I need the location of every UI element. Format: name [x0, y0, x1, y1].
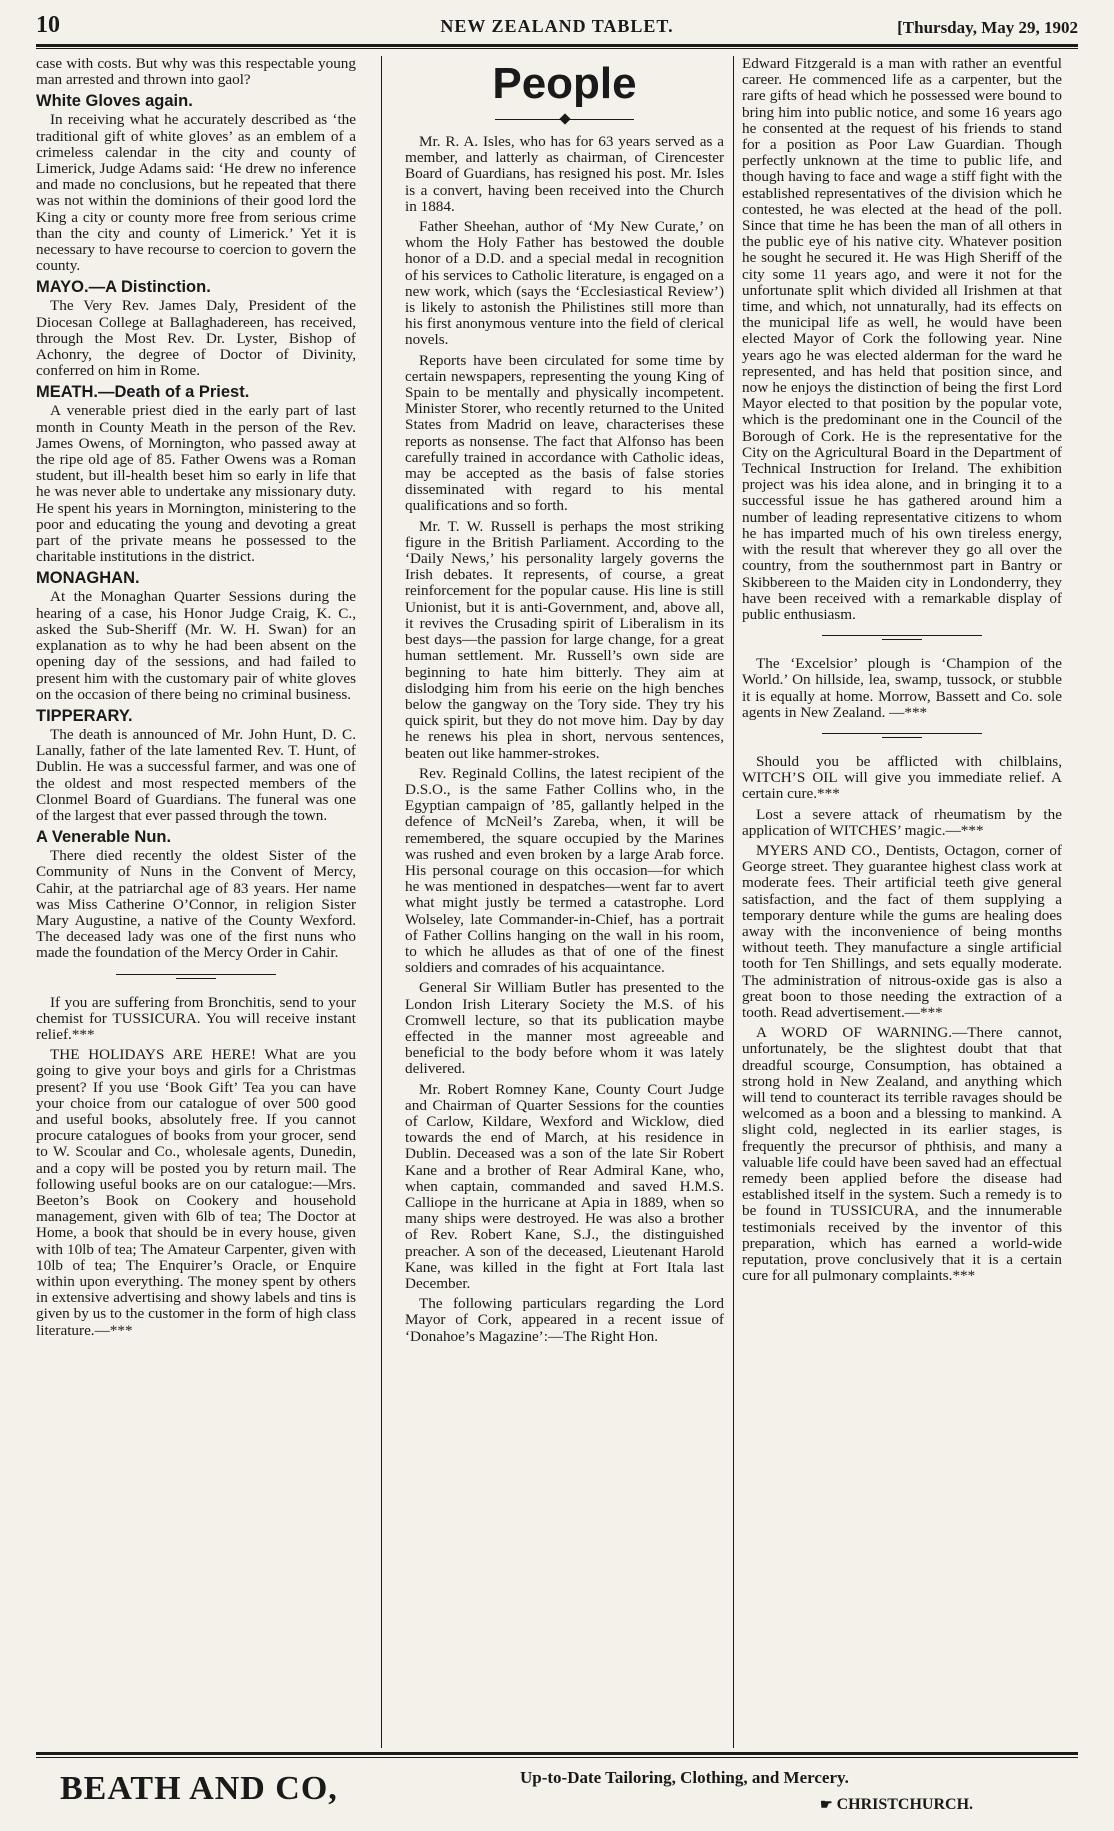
page-header	[36, 8, 1078, 47]
article-paragraph: General Sir William Butler has presented to the London Irish Literary Society the M.S. of his Cromwell lecture, so that its publication maybe effected in the manner most agreeable and beneficial to the body before whom it was lately delivered.	[405, 979, 724, 1078]
column-divider	[381, 56, 382, 1748]
newspaper-title: NEW ZEALAND TABLET.	[440, 16, 674, 36]
article-paragraph: Rev. Reginald Collins, the latest recipient of the D.S.O., is the same Father Collins who, in the Egyptian campaign of ’85, gallantly helped in the defence of McNeil’s Zareba, when, it will be remembered, the square occupied by the Marines was rushed and even broken by a large Arab force. His personal courage on this occasion—for which he was mentioned in despatches—went far to avert what might justly be termed a catastrophe. Lord Wolseley, late Commander-in-Chief, has a portrait of Father Collins hanging on the wall in his room, to which he alludes as that of one of the finest soldiers and comrades of his acquaintance.	[405, 764, 724, 977]
advertisement: Lost a severe attack of rheumatism by the application of WITCHES’ magic.—***	[742, 805, 1062, 839]
article-paragraph: A venerable priest died in the early part of last month in County Meath in the person of the Rev. James Owens, of Mornington, who passed away at the ripe old age of 85. Father Owens was a Roman student, but ill-health beset him so early in life that he was never able to undertake any missionary duty. He spent his years in Mornington, ministering to the poor and educating the young and devoting a great part of the private means he possessed to the charitable institutions in the district.	[36, 402, 356, 566]
article-paragraph: Mr. R. A. Isles, who has for 63 years served as a member, and latterly as chairman, of Cirencester Board of Guardians, has resigned his post. Mr. Isles is a convert, having been received into the Church in 1884.	[405, 133, 724, 215]
section-heading: A Venerable Nun.	[36, 828, 172, 847]
article-paragraph: Mr. T. W. Russell is perhaps the most striking figure in the British Parliament. According to the ‘Daily News,’ his personality largely governs the Irish debates. It represents, of course, a great reinforcement for the popular cause. His line is still Unionist, but it is anti-Government, and, above all, it revives the Crusading spirit of Liberalism in its best days—the passion for large change, for a great human settlement. Mr. Russell’s own side are beginning to hate him bitterly. They aim at dislodging him from his eerie on the high benches below the gangway on the Tory side. They try his quick spirit, but they do not move him. Day by day he renews his plea in short, nervous sentences, beaten out like hammer-strokes.	[405, 517, 724, 762]
article-paragraph: There died recently the oldest Sister of the Community of Nuns in the Convent of Mercy, Cahir, at the patriarchal age of 83 years. Her name was Miss Catherine O’Connor, in religion Sister Mary Augustine, a native of the County Wexford. The deceased lady was one of the first nuns who made the foundation of the Mercy Order in Cahir.	[36, 847, 356, 962]
people-heading: People	[492, 59, 637, 108]
section-separator	[822, 635, 982, 644]
advertisement: THE HOLIDAYS ARE HERE! What are you going to give your boys and girls for a Christmas present? If you use ‘Book Gift’ Tea you can have your choice from our catalogue of over 500 good and useful books, absolutely free. If you cannot procure catalogues of books from your grocer, send to W. Scoular and Co., wholesale agents, Dunedin, and a copy will be posted you by return mail. The following useful books are on our catalogue:—Mrs. Beeton’s Book on Cookery and household management, given with 6lb of tea; The Doctor at Home, a book that should be in every house, given with 10lb of tea; The Amateur Carpenter, given with 10lb of tea; The Enquirer’s Oracle, or Enquire within upon everything. The money spent by others in extensive advertising and showy labels and tins is given by us to the customer in the form of high class literature.—***	[36, 1046, 356, 1339]
footer-brand: BEATH AND CO,	[60, 1770, 338, 1807]
article-paragraph: case with costs. But why was this respectable young man arrested and thrown into gaol?	[36, 56, 356, 89]
page-number: 10	[36, 12, 60, 38]
article-paragraph: Mr. Robert Romney Kane, County Court Judge and Chairman of Quarter Sessions for the counties of Carlow, Kildare, Wexford and Wicklow, died towards the end of March, at his residence in Dublin. Deceased was a son of the late Sir Robert Kane and a brother of Rear Admiral Kane, who, when captain, commanded and saved H.M.S. Calliope in the hurricane at Apia in 1889, when so many ships were destroyed. He was also a brother of Rev. Robert Kane, S.J., the distinguished preacher. A son of the deceased, Lieutenant Harold Kane, was killed in the fight at Fort Itala last December.	[405, 1080, 724, 1293]
column-left	[36, 56, 356, 1748]
section-heading: TIPPERARY.	[36, 706, 133, 725]
pointing-hand-icon: ☛	[820, 1798, 833, 1813]
advertisement: Should you be afflicted with chilblains, WITCH’S OIL will give you immediate relief. A certain cure.***	[742, 752, 1062, 803]
section-separator	[116, 974, 276, 983]
article-paragraph: Father Sheehan, author of ‘My New Curate,’ on whom the Holy Father has bestowed the double honor of a D.D. and a special medal in recognition of his services to Catholic literature, is engaged on a new work, which (says the ‘Ecclesiastical Review’) is likely to astonish the Philistines still more than his first anonymous venture into the field of clerical novels.	[405, 218, 724, 349]
issue-date: [Thursday, May 29, 1902	[897, 18, 1078, 37]
footer-tagline: Up-to-Date Tailoring, Clothing, and Mercery.	[520, 1768, 849, 1787]
article-paragraph: Reports have been circulated for some time by certain newspapers, representing the young King of Spain to be mentally and physically incompetent. Minister Storer, who recently returned to the United States from Madrid on leave, characterises these reports as nonsense. The fact that Alfonso has been carefully trained in accordance with Catholic ideas, may be accepted as the basis of false stories disseminated with regard to his mental qualifications and so forth.	[405, 351, 724, 515]
article-paragraph: The death is announced of Mr. John Hunt, D. C. Lanally, father of the late lamented Rev. T. Hunt, of Dublin. He was a successful farmer, and was one of the oldest and most respected members of the Clonmel Board of Guardians. The funeral was one of the largest that ever passed through the town.	[36, 725, 356, 824]
column-divider	[733, 56, 734, 1748]
advertisement: If you are suffering from Bronchitis, send to your chemist for TUSSICURA. You will receive instant relief.***	[36, 993, 356, 1043]
ornament-divider	[405, 114, 724, 126]
article-paragraph: At the Monaghan Quarter Sessions during the hearing of a case, his Honor Judge Craig, K. C., asked the Sub-Sheriff (Mr. W. H. Swan) for an explanation as to why he had been absent on the opening day of the sessions, and had failed to present him with the customary pair of white gloves on the occasion of there being no criminal business.	[36, 588, 356, 703]
footer-city-label: CHRISTCHURCH.	[836, 1796, 974, 1813]
section-separator	[822, 733, 982, 742]
column-right	[742, 56, 1062, 1748]
section-heading: MAYO.—A Distinction.	[36, 278, 211, 297]
article-paragraph: The Very Rev. James Daly, President of the Diocesan College at Ballaghadereen, has received, through the Most Rev. Dr. Lyster, Bishop of Achonry, the degree of Doctor of Divinity, conferred on him in Rome.	[36, 297, 356, 380]
section-heading: White Gloves again.	[36, 92, 193, 111]
advertisement: A WORD OF WARNING.—There cannot, unfortunately, be the slightest doubt that that dreadful scourge, Consumption, has obtained a strong hold in New Zealand, and anything which will tend to counteract its terrible ravages should be welcomed as a boon and a blessing to mankind. A slight cold, neglected in its earlier stages, is frequently the precursor of phthisis, and many a valuable life could have been saved had an effectual remedy been applied before the disease had established itself in the system. Such a remedy is to be found in TUSSICURA, and the innumerable testimonials received by the inventor of this preparation, which has earned a world-wide reputation, prove conclusively that it is a certain cure for all pulmonary complaints.***	[742, 1024, 1062, 1285]
article-paragraph: The following particulars regarding the Lord Mayor of Cork, appeared in a recent issue of ‘Donahoe’s Magazine’:—The Right Hon.	[405, 1295, 724, 1345]
advertisement: The ‘Excelsior’ plough is ‘Champion of the World.’ On hillside, lea, swamp, tussock, or stubble it is equally at home. Morrow, Bassett and Co. sole agents in New Zealand. —***	[742, 655, 1062, 721]
footer-rule	[36, 1757, 1078, 1758]
article-paragraph: Edward Fitzgerald is a man with rather an eventful career. He commenced life as a carpenter, but the rare gifts of head which he possessed were bound to bring him into public notice, and some 16 years ago he consented at the request of his friends to stand for a position as Poor Law Guardian. Though perfectly unknown at the time to public life, and though having to face and wage a stiff fight with the established representatives of the division which he contested, he was elected at the head of the poll. Since that time he has been the man of all others in the public eye of his native city. Whatever position he sought he secured it. He was High Sheriff of the city some 11 years ago, and were it not for the unfortunate split which divided all Irishmen at that time, and which, not unnaturally, had its effects on the municipal life as well, he would have been elected Mayor of Cork the following year. Nine years ago he was elected alderman for the ward he represented, and has held that position since, and now he enjoys the distinction of being the first Lord Mayor elected to that position by the popular vote, which is the predominant one in the Council of the Borough of Cork. He is the representative for the City on the Agricultural Board in the Department of Technical Instruction for Ireland. The exhibition project was his idea alone, and in bringing it to a successful issue he has gathered around him a number of leading representative citizens to whom he has imparted much of his own tireless energy, with the result that wherever they go all over the country, from the southernmost part in Bantry or Skibbereen to the Maiden city in Londonderry, they have been received with a remarkable display of public enthusiasm.	[742, 56, 1062, 623]
column-middle	[405, 56, 724, 1748]
section-heading: MEATH.—Death of a Priest.	[36, 383, 250, 402]
advertisement: MYERS AND CO., Dentists, Octagon, corner of George street. They guarantee highest class work at moderate fees. Their artificial teeth give general satisfaction, and the fact of them supplying a temporary denture while the gums are healing does away with the inconvenience of being months without teeth. They manufacture a single artificial tooth for Ten Shillings, and sets equally moderate. The administration of nitrous-oxide gas is also a great boon to those needing the extraction of a tooth. Read advertisement.—***	[742, 841, 1062, 1021]
section-heading: MONAGHAN.	[36, 569, 140, 588]
header-rule	[36, 48, 1078, 49]
footer-city	[820, 1796, 973, 1814]
footer-rule	[36, 1752, 1078, 1755]
article-paragraph: In receiving what he accurately described as ‘the traditional gift of white gloves’ as an emblem of a crimeless calendar in the city and county of Limerick, Judge Adams said: ‘He drew no inference and made no conclusions, but he repeated that there was not within the dominions of their good lord the King a city or county more free from serious crime than the city and county of Limerick.’ Yet it is necessary to have recourse to coercion to govern the county.	[36, 111, 356, 275]
